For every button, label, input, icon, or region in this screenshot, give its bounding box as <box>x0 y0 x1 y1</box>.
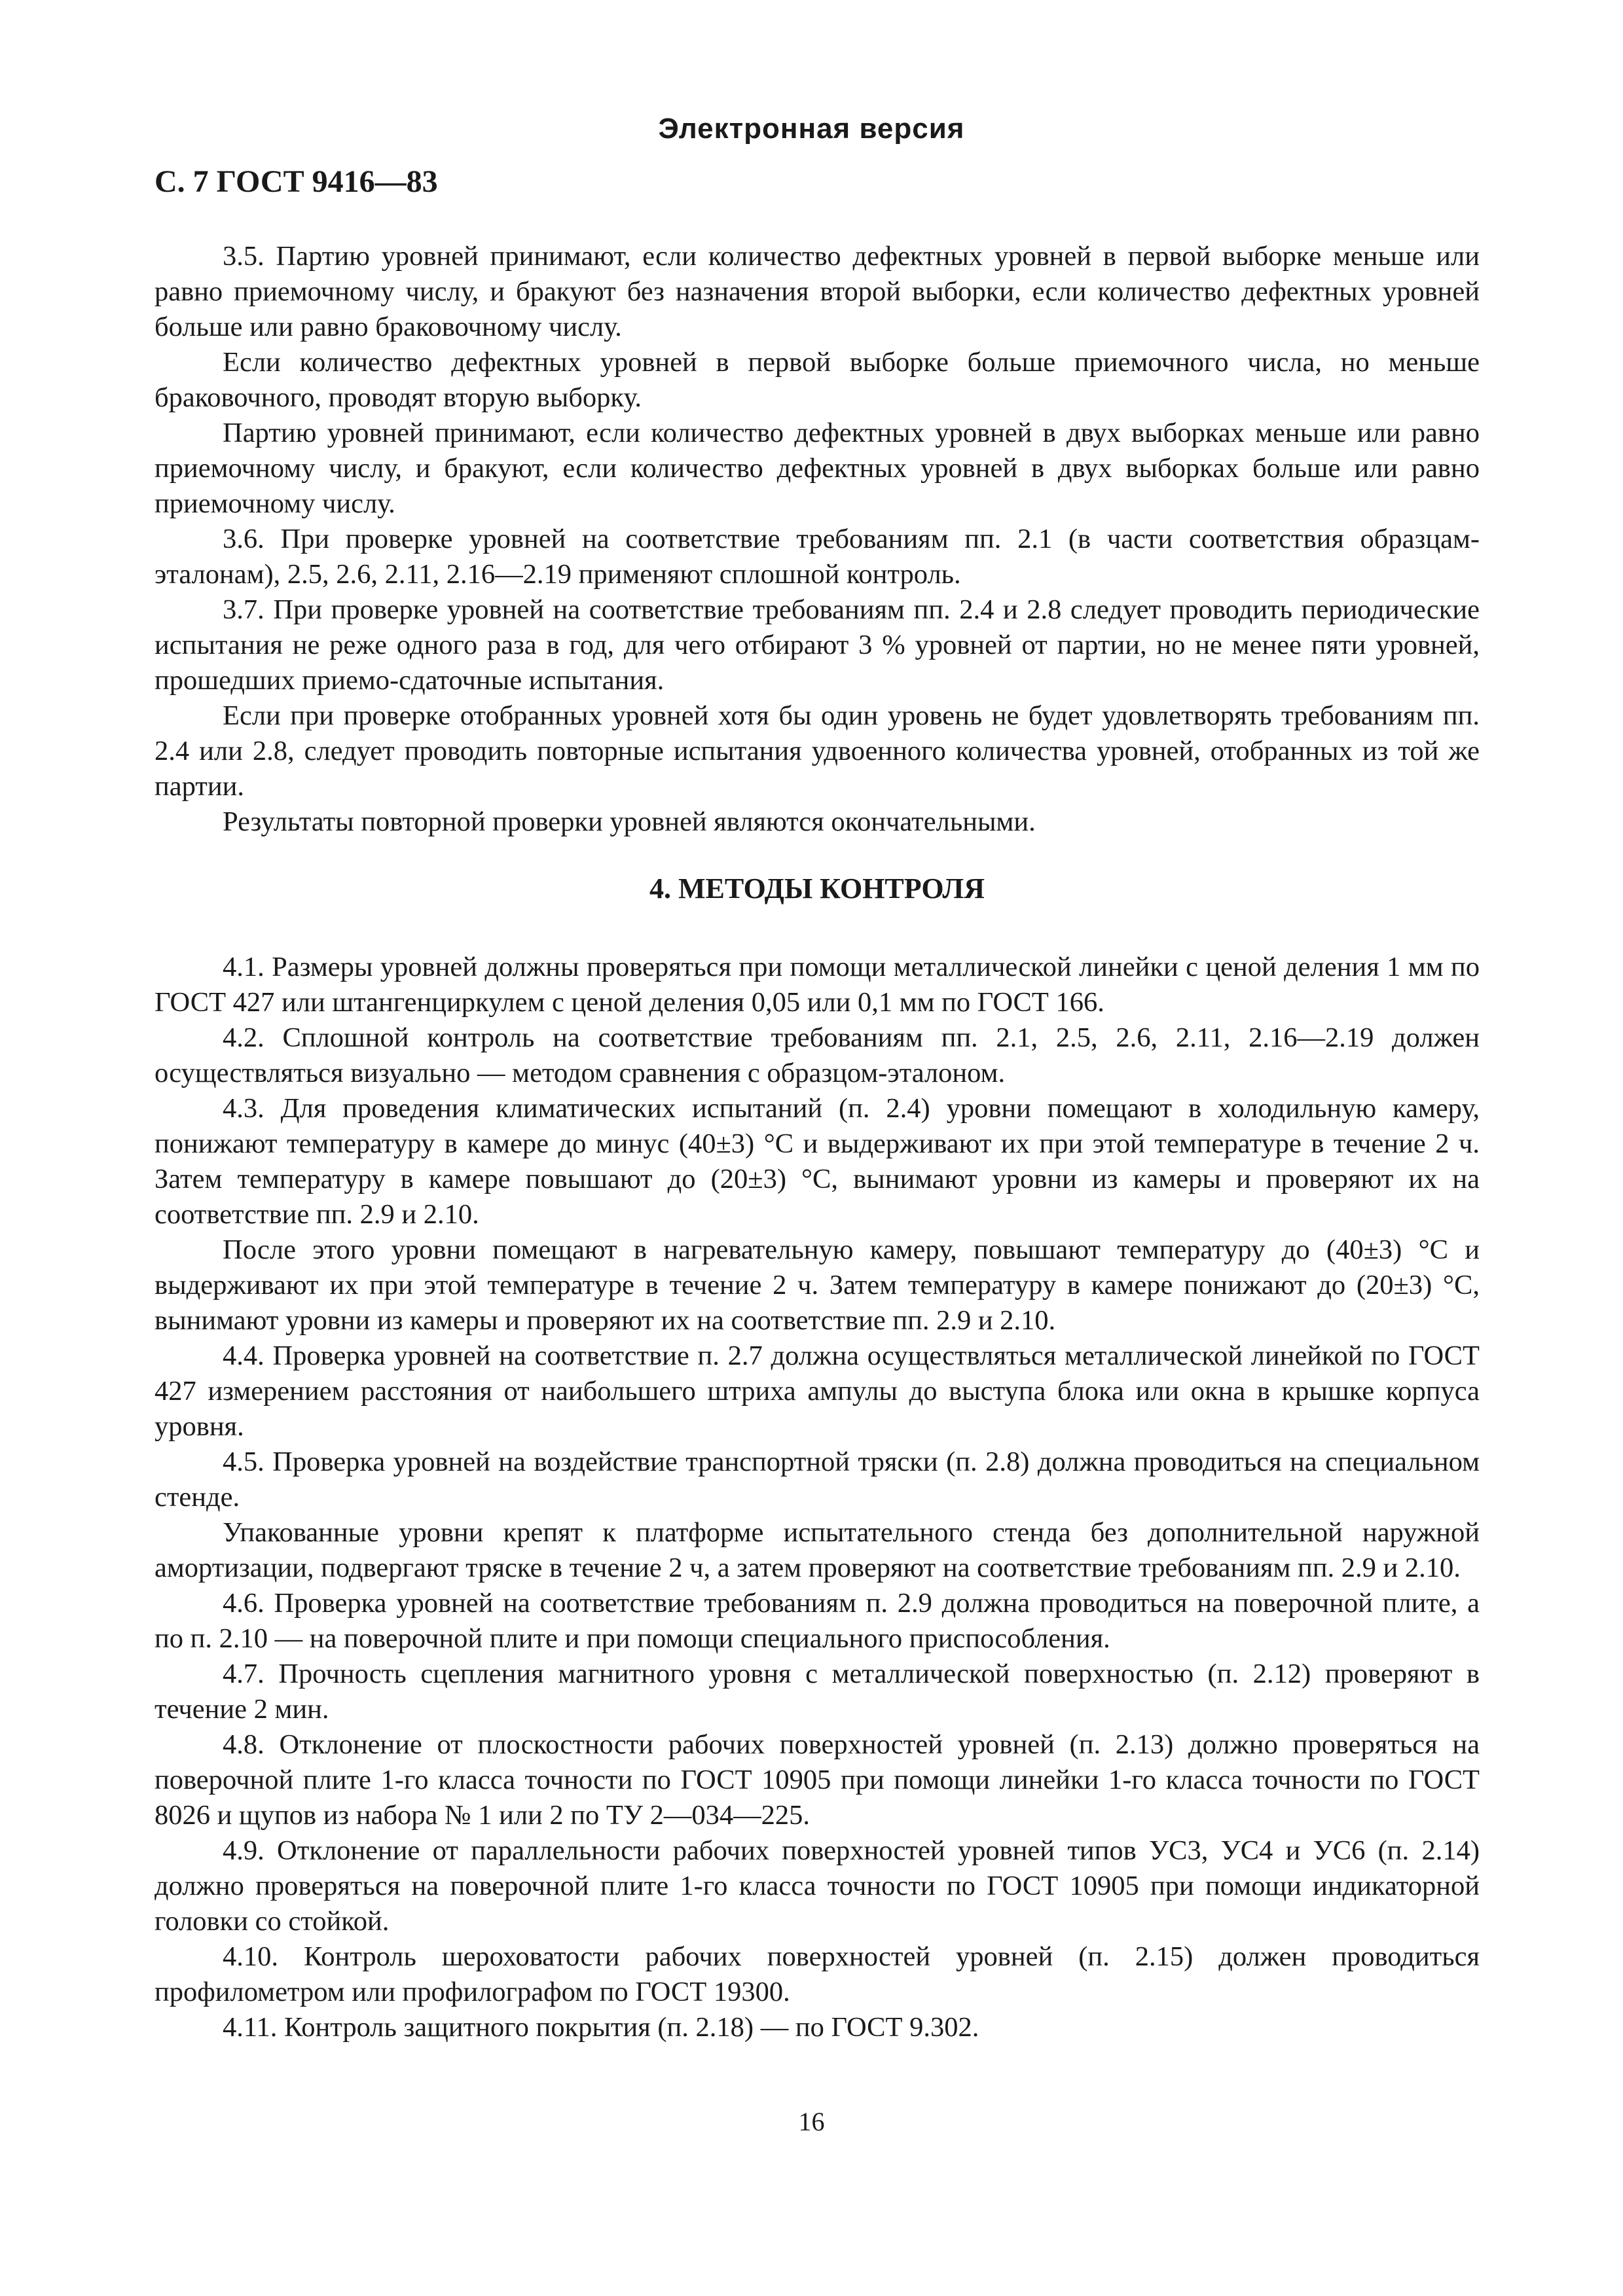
paragraph-4-6: 4.6. Проверка уровней на соответствие требованиям п. 2.9 должна проводиться на поверочной плите, а по п. 2.10 — на поверочной плите и при помощи специального приспособления. <box>155 1588 1480 1654</box>
paragraph-3-5-acceptance: Партию уровней принимают, если количество дефектных уровней в двух выборках меньше или равно приемочному числу, и бракуют, если количество дефектных уровней в двух выборках больше или равно приемочному числу. <box>155 418 1480 519</box>
paragraph-4-7: 4.7. Прочность сцепления магнитного уровня с металлической поверхностью (п. 2.12) проверяют в течение 2 мин. <box>155 1659 1480 1725</box>
section-4-title: 4. МЕТОДЫ КОНТРОЛЯ <box>649 872 985 905</box>
paragraph-4-3: 4.3. Для проведения климатических испытаний (п. 2.4) уровни помещают в холодильную камеру, понижают температуру в камере до минус (40±3) °С и выдерживают их при этой температуре в течение 2 ч. Затем температуру в камере повышают до (20±3) °С, вынимают уровни из камеры и проверяют их на соответствие пп. 2.9 и 2.10. <box>155 1093 1480 1230</box>
paragraph-4-9: 4.9. Отклонение от параллельности рабочих поверхностей уровней типов УС3, УС4 и УС6 (п. 2.14) должно проверяться на поверочной плите 1-го класса точности по ГОСТ 10905 при помощи индикаторной головки со стойкой. <box>155 1835 1480 1937</box>
paragraph-4-5: 4.5. Проверка уровней на воздействие транспортной тряски (п. 2.8) должна проводиться на специальном стенде. <box>155 1446 1480 1513</box>
page-number: 16 <box>798 2107 825 2136</box>
electronic-version-banner: Электронная версия <box>658 113 965 145</box>
paragraph-4-11: 4.11. Контроль защитного покрытия (п. 2.18) — по ГОСТ 9.302. <box>223 2012 979 2043</box>
paragraph-3-7-final-results: Результаты повторной проверки уровней являются окончательными. <box>223 806 1036 837</box>
paragraph-4-2: 4.2. Сплошной контроль на соответствие требованиям пп. 2.1, 2.5, 2.6, 2.11, 2.16—2.19 должен осуществляться визуально — методом сравнения с образцом-эталоном. <box>155 1022 1480 1088</box>
paragraph-3-7-repeat-tests: Если при проверке отобранных уровней хотя бы один уровень не будет удовлетворять требованиям пп. 2.4 или 2.8, следует проводить повторные испытания удвоенного количества уровней, отобранных из той же партии. <box>155 700 1480 802</box>
page-standard-reference: С. 7 ГОСТ 9416—83 <box>155 164 438 199</box>
paragraph-4-10: 4.10. Контроль шероховатости рабочих поверхностей уровней (п. 2.15) должен проводиться профилометром или профилографом по ГОСТ 19300. <box>155 1941 1480 2007</box>
paragraph-3-5-second-sample: Если количество дефектных уровней в первой выборке больше приемочного числа, но меньше браковочного, проводят вторую выборку. <box>155 347 1480 413</box>
paragraph-4-4: 4.4. Проверка уровней на соответствие п. 2.7 должна осуществляться металлической линейкой по ГОСТ 427 измерением расстояния от наибольшего штриха ампулы до выступа блока или окна в крышке корпуса уровня. <box>155 1340 1480 1442</box>
paragraph-3-6: 3.6. При проверке уровней на соответствие требованиям пп. 2.1 (в части соответствия образцам-эталонам), 2.5, 2.6, 2.11, 2.16—2.19 применяют сплошной контроль. <box>155 524 1480 590</box>
paragraph-4-3-heating: После этого уровни помещают в нагревательную камеру, повышают температуру до (40±3) °С и выдерживают их при этой температуре в течение 2 ч. Затем температуру в камере понижают до (20±3) °С, вынимают уровни из камеры и проверяют их на соответствие пп. 2.9 и 2.10. <box>155 1234 1480 1336</box>
paragraph-4-1: 4.1. Размеры уровней должны проверяться при помощи металлической линейки с ценой деления 1 мм по ГОСТ 427 или штангенциркулем с ценой деления 0,05 или 0,1 мм по ГОСТ 166. <box>155 952 1480 1018</box>
paragraph-3-5: 3.5. Партию уровней принимают, если количество дефектных уровней в первой выборке меньше или равно приемочному числу, и бракуют без назначения второй выборки, если количество дефектных уровней больше или равно браковочному числу. <box>155 241 1480 342</box>
paragraph-4-5-packaged: Упакованные уровни крепят к платформе испытательного стенда без дополнительной наружной амортизации, подвергают тряске в течение 2 ч, а затем проверяют на соответствие требованиям пп. 2.9 и 2.10. <box>155 1517 1480 1583</box>
paragraph-4-8: 4.8. Отклонение от плоскостности рабочих поверхностей уровней (п. 2.13) должно проверяться на поверочной плите 1-го класса точности по ГОСТ 10905 при помощи линейки 1-го класса точности по ГОСТ 8026 и щупов из набора № 1 или 2 по ТУ 2—034—225. <box>155 1729 1480 1831</box>
section-3-continued <box>155 239 1480 840</box>
section-4 <box>155 950 1480 2045</box>
document-body <box>155 239 1480 2045</box>
paragraph-3-7: 3.7. При проверке уровней на соответствие требованиям пп. 2.4 и 2.8 следует проводить периодические испытания не реже одного раза в год, для чего отбирают 3 % уровней от партии, но не менее пяти уровней, прошедших приемо-сдаточные испытания. <box>155 594 1480 696</box>
